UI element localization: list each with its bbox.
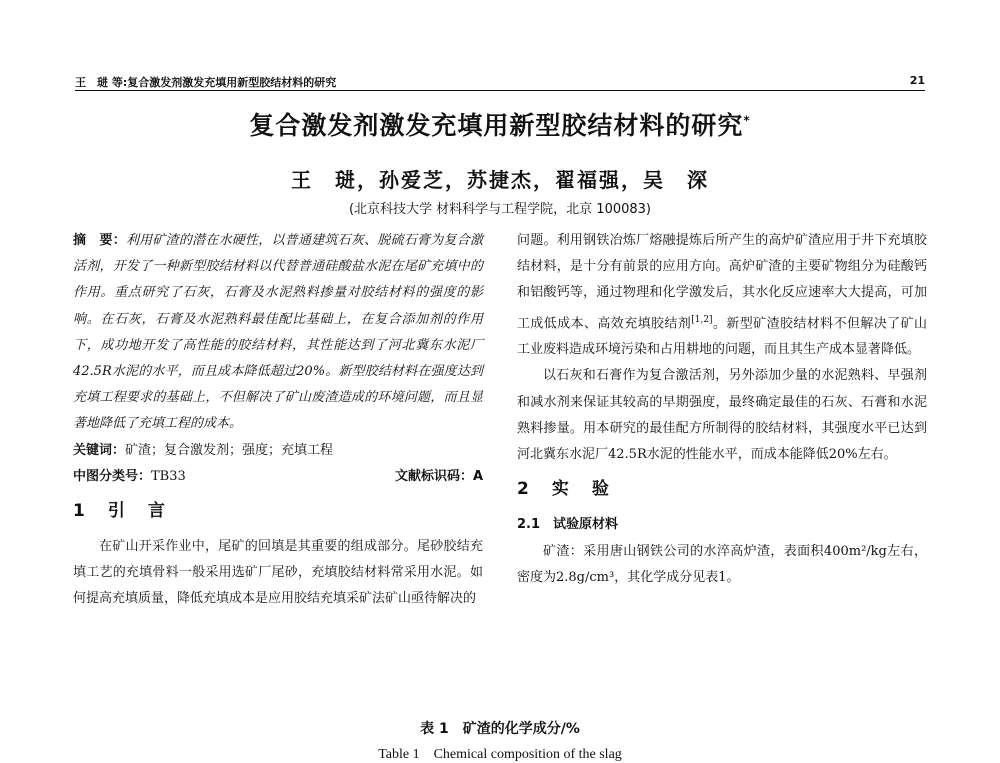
paper-title-text: 复合激发剂激发充填用新型胶结材料的研究 bbox=[249, 111, 744, 140]
section-1-paragraph: 在矿山开采作业中，尾矿的回填是其重要的组成部分。尾砂胶结充填工艺的充填骨料一般采用选矿厂尾砂，充填胶结材料常采用水泥。如何提高充填质量，降低充填成本是应用胶结充填采矿法矿山亟待解决的 bbox=[73, 539, 483, 607]
keywords bbox=[73, 438, 483, 464]
title-footnote-mark: * bbox=[743, 113, 751, 128]
intro-paragraph-2: 以石灰和石膏作为复合激活剂，另外添加少量的水泥熟料、早强剂和减水剂来保证其较高的早期强度，最终确定最佳的石灰、石膏和水泥熟料掺量。用本研究的最佳配方所制得的胶结材料，其强度水平已达到河北冀东水泥厂42.5R水泥的性能水平，而成本能降低20%左右。 bbox=[517, 368, 927, 462]
keywords-label: 关键词： bbox=[73, 442, 126, 458]
left-column bbox=[73, 228, 483, 613]
paper-title bbox=[0, 106, 1000, 142]
abstract-text: 利用矿渣的潜在水硬性，以普通建筑石灰、脱硫石膏为复合激活剂，开发了一种新型胶结材料以代替普通硅酸盐水泥在尾矿充填中的作用。重点研究了石灰，石膏及水泥熟料掺量对胶结材料的强度的影响。在石灰，石膏及水泥熟料最佳配比基础上，在复合添加剂的作用下，成功地开发了高性能的胶结材料，其性能达到了河北冀东水泥厂42.5R水泥的水平，而且成本降低超过20%。新型胶结材料在强度达到充填工程要求的基础上，不但解决了矿山废渣造成的环境问题，而且显著地降低了充填工程的成本。 bbox=[73, 233, 483, 432]
section-1-heading: 1 引 言 bbox=[73, 500, 168, 521]
abstract bbox=[73, 228, 483, 438]
materials-paragraph: 矿渣：采用唐山钢铁公司的水淬高炉渣，表面积400m²/kg左右，密度为2.8g/cm³，其化学成分见表1。 bbox=[517, 543, 927, 585]
authors: 王 琎，孙爱芝，苏捷杰，翟福强，吴 深 bbox=[291, 168, 709, 192]
abstract-label: 摘 要： bbox=[73, 233, 126, 248]
intro-continued-paragraph bbox=[517, 228, 927, 363]
section-2-heading: 2 实 验 bbox=[517, 479, 612, 500]
running-header bbox=[75, 74, 925, 91]
intro-text: 问题。利用钢铁冶炼厂熔融提炼后所产生的高炉矿渣应用于井下充填胶结材料，是十分有前景的应用方向。高炉矿渣的主要矿物组分为硅酸钙和铝酸钙等，通过物理和化学激发后，其水化反应速率大大提高，可加工成低成本、高效充填胶结剂 bbox=[517, 233, 927, 331]
affiliation: (北京科技大学 材料科学与工程学院，北京 100083) bbox=[348, 202, 652, 217]
page-number: 21 bbox=[909, 74, 925, 87]
subsection-2-1-heading: 2.1 试验原材料 bbox=[517, 517, 619, 533]
keywords-text: 矿渣；复合激发剂；强度；充填工程 bbox=[125, 442, 334, 458]
classification-value: TB33 bbox=[151, 468, 186, 484]
classification-line bbox=[73, 464, 483, 490]
running-header-title: 王 琎 等:复合激发剂激发充填用新型胶结材料的研究 bbox=[75, 76, 337, 89]
classification-label: 中图分类号： bbox=[73, 468, 152, 484]
intro-text-tail: 。新型矿渣胶结材料不但解决了矿山工业废料造成环境污染和占用耕地的问题，而且其生产成本显著降低。 bbox=[517, 315, 927, 358]
table-caption-cn: 表 1 矿渣的化学成分/% bbox=[420, 721, 580, 737]
document-code: 文献标识码：A bbox=[394, 468, 483, 484]
right-column bbox=[517, 228, 927, 591]
table-caption-en: Table 1 Chemical composition of the slag bbox=[378, 747, 622, 762]
citation: [1,2] bbox=[691, 314, 713, 325]
